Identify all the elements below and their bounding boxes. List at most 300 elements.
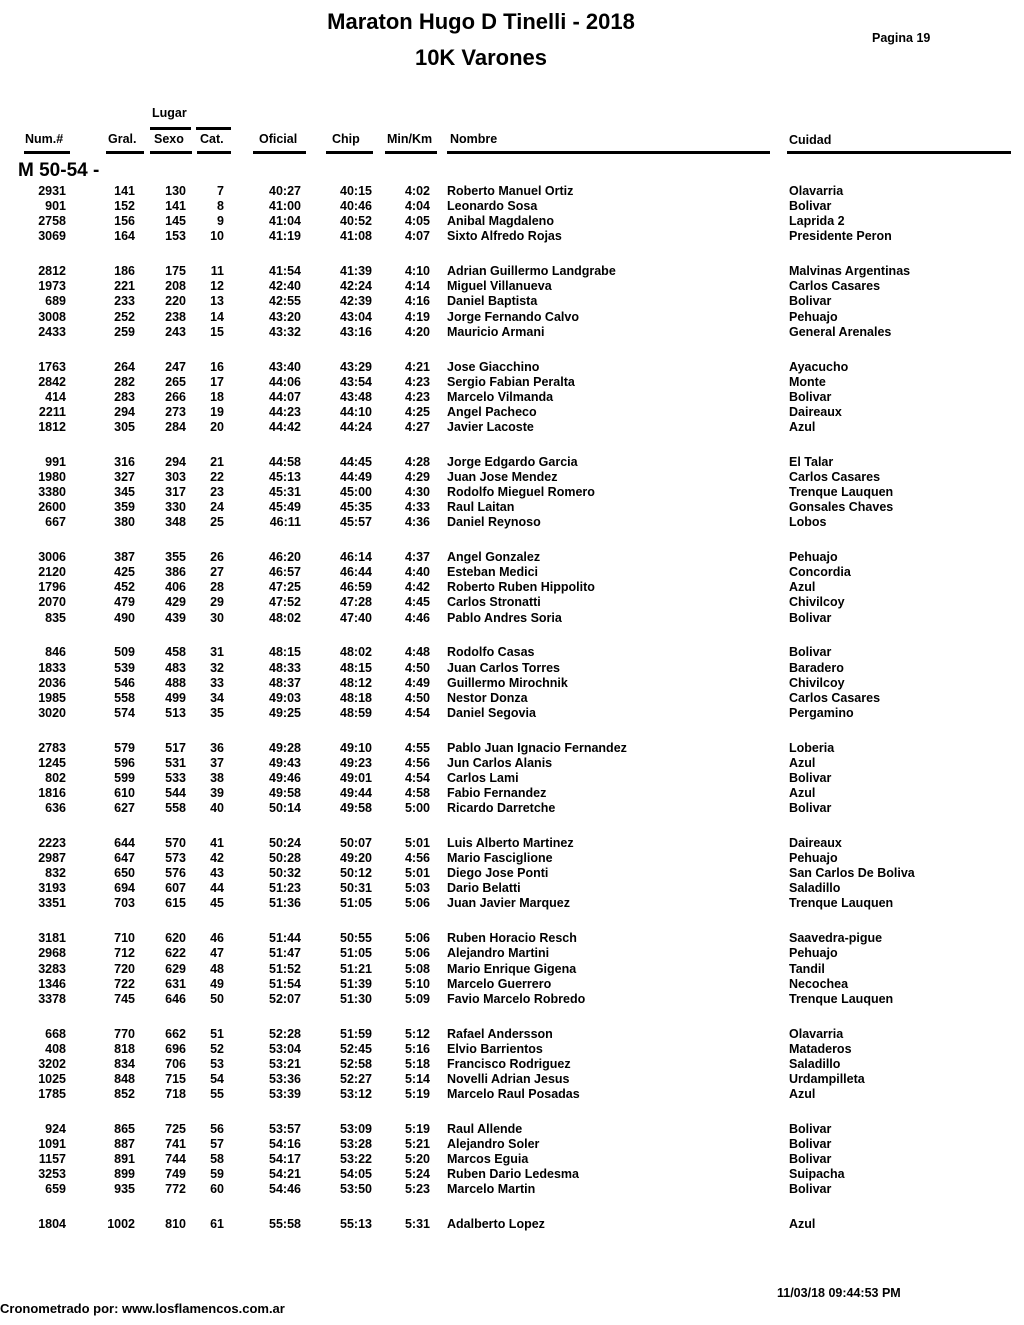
place-gender: 706	[165, 1056, 186, 1071]
runner-city: Bolivar	[789, 610, 832, 625]
place-overall: 650	[114, 866, 135, 881]
official-time: 49:28	[269, 740, 301, 755]
runner-name: Raul Laitan	[447, 500, 515, 515]
pace: 5:00	[404, 801, 430, 816]
runner-name: Pablo Juan Ignacio Fernandez	[447, 740, 627, 755]
place-category: 16	[210, 359, 224, 374]
print-timestamp: 11/03/18 09:44:53 PM	[777, 1286, 901, 1300]
runner-city: Olavarria	[789, 184, 844, 198]
table-row	[0, 992, 1024, 1007]
table-row	[0, 866, 1024, 881]
place-gender: 220	[165, 294, 186, 309]
place-gender: 533	[165, 770, 186, 785]
pace: 4:27	[404, 419, 430, 434]
runner-city: Gonsales Chaves	[789, 500, 894, 515]
runner-city: Saladillo	[789, 1056, 841, 1071]
runner-city: Azul	[789, 755, 816, 770]
place-category: 40	[210, 801, 224, 816]
runner-name: Novelli Adrian Jesus	[447, 1071, 570, 1086]
chip-time: 52:27	[340, 1071, 372, 1086]
official-time: 44:42	[269, 419, 301, 434]
runner-name: Jorge Fernando Calvo	[447, 309, 579, 324]
bib-number: 846	[45, 645, 66, 660]
place-category: 24	[210, 500, 224, 515]
official-time: 50:28	[269, 851, 301, 866]
table-row	[0, 1182, 1024, 1197]
document-subtitle: 10K Varones	[414, 45, 548, 70]
place-gender: 749	[165, 1167, 186, 1182]
place-gender: 406	[165, 580, 186, 595]
bib-number: 1157	[38, 1152, 66, 1167]
official-time: 46:57	[269, 565, 301, 580]
header-rule	[150, 127, 191, 130]
place-overall: 1002	[107, 1217, 135, 1232]
official-time: 54:46	[269, 1182, 301, 1197]
chip-time: 44:49	[340, 469, 372, 484]
runner-city: Bolivar	[789, 389, 832, 404]
place-overall: 490	[114, 610, 135, 625]
place-overall: 294	[114, 404, 135, 419]
header-lugar: Lugar	[152, 106, 187, 120]
bib-number: 832	[45, 866, 66, 881]
pace: 5:10	[404, 976, 430, 991]
place-category: 7	[217, 184, 224, 198]
official-time: 50:24	[269, 836, 301, 850]
runner-name: Angel Pacheco	[447, 404, 537, 419]
official-time: 54:17	[269, 1152, 301, 1167]
runner-city: Azul	[789, 580, 816, 595]
pace: 4:50	[404, 690, 430, 705]
official-time: 51:44	[269, 931, 301, 946]
runner-city: Trenque Lauquen	[789, 896, 894, 911]
official-time: 47:52	[269, 595, 301, 610]
chip-time: 51:21	[340, 961, 372, 976]
place-gender: 483	[165, 660, 186, 675]
table-row	[0, 896, 1024, 911]
pace: 5:19	[404, 1087, 430, 1101]
chip-time: 40:15	[340, 184, 372, 198]
pace: 5:18	[404, 1056, 430, 1071]
runner-name: Francisco Rodriguez	[447, 1056, 571, 1071]
runner-name: Favio Marcelo Robredo	[447, 991, 586, 1006]
runner-name: Alejandro Martini	[447, 946, 550, 961]
runner-city: Chivilcoy	[789, 675, 845, 690]
runner-name: Rodolfo Casas	[447, 645, 535, 660]
place-overall: 596	[114, 755, 135, 770]
pace: 4:14	[404, 279, 430, 294]
bib-number: 3378	[38, 991, 66, 1006]
place-category: 55	[210, 1087, 224, 1101]
place-category: 43	[210, 866, 224, 881]
bib-number: 1091	[38, 1137, 66, 1151]
bib-number: 1245	[38, 755, 66, 770]
runner-city: Daireaux	[789, 404, 842, 419]
place-overall: 164	[114, 229, 135, 244]
table-row	[0, 420, 1024, 435]
place-gender: 718	[165, 1087, 186, 1101]
table-row	[0, 470, 1024, 485]
pace: 4:21	[404, 359, 430, 374]
runner-name: Carlos Stronatti	[447, 595, 541, 610]
place-category: 41	[210, 836, 224, 850]
pace: 4:10	[404, 264, 430, 279]
pace: 4:54	[404, 705, 430, 720]
place-category: 42	[210, 851, 224, 866]
table-row	[0, 836, 1024, 851]
chip-time: 48:59	[340, 705, 372, 720]
pace: 4:48	[404, 645, 430, 660]
official-time: 54:21	[269, 1167, 301, 1182]
bib-number: 3008	[38, 309, 66, 324]
place-gender: 130	[165, 184, 186, 198]
chip-time: 51:05	[340, 946, 372, 961]
official-time: 53:57	[269, 1121, 301, 1136]
official-time: 43:40	[269, 359, 301, 374]
place-gender: 725	[165, 1121, 186, 1136]
place-category: 35	[210, 705, 224, 720]
runner-name: Sergio Fabian Peralta	[447, 374, 575, 389]
place-category: 49	[210, 976, 224, 991]
chip-time: 49:58	[340, 801, 372, 816]
table-row	[0, 595, 1024, 610]
official-time: 54:16	[269, 1137, 301, 1151]
runner-city: Saladillo	[789, 881, 841, 896]
chip-time: 44:10	[340, 404, 372, 419]
table-row	[0, 455, 1024, 470]
bib-number: 1973	[38, 279, 66, 294]
runner-city: Chivilcoy	[789, 595, 845, 610]
pace: 5:24	[404, 1167, 430, 1182]
bib-number: 2070	[38, 595, 66, 610]
header-oficial: Oficial	[259, 132, 298, 146]
document-title: Maraton Hugo D Tinelli - 2018	[327, 9, 635, 34]
runner-name: Daniel Segovia	[447, 705, 536, 720]
place-category: 31	[210, 645, 224, 660]
table-row	[0, 1152, 1024, 1167]
bib-number: 2120	[38, 565, 66, 580]
header-rule	[24, 151, 70, 154]
place-gender: 175	[165, 264, 186, 279]
table-row	[0, 515, 1024, 530]
bib-number: 1346	[38, 976, 66, 991]
place-overall: 252	[114, 309, 135, 324]
pace: 4:56	[404, 851, 430, 866]
place-category: 47	[210, 946, 224, 961]
place-overall: 259	[114, 324, 135, 339]
runner-city: Trenque Lauquen	[789, 485, 894, 499]
place-category: 19	[210, 404, 224, 419]
pace: 4:28	[404, 454, 430, 469]
official-time: 49:46	[269, 770, 301, 785]
chip-time: 42:24	[340, 279, 372, 294]
place-category: 38	[210, 770, 224, 785]
pace: 5:12	[404, 1026, 430, 1041]
pace: 5:21	[404, 1137, 430, 1151]
place-gender: 531	[165, 755, 186, 770]
place-category: 60	[210, 1182, 224, 1197]
runner-city: Daireaux	[789, 836, 842, 850]
official-time: 51:54	[269, 976, 301, 991]
place-gender: 646	[165, 991, 186, 1006]
chip-time: 49:20	[340, 851, 372, 866]
table-row	[0, 1057, 1024, 1072]
bib-number: 3006	[38, 550, 66, 565]
place-gender: 243	[165, 324, 186, 339]
place-overall: 186	[114, 264, 135, 279]
place-overall: 327	[114, 469, 135, 484]
place-gender: 544	[165, 786, 186, 800]
chip-time: 49:10	[340, 740, 372, 755]
runner-city: El Talar	[789, 454, 834, 469]
runner-city: Baradero	[789, 660, 844, 675]
place-overall: 720	[114, 961, 135, 976]
place-overall: 694	[114, 881, 135, 896]
bib-number: 636	[45, 801, 66, 816]
place-category: 58	[210, 1152, 224, 1167]
chip-time: 51:59	[340, 1026, 372, 1041]
place-category: 30	[210, 610, 224, 625]
chip-time: 40:46	[340, 199, 372, 214]
place-overall: 644	[114, 836, 135, 850]
place-category: 50	[210, 991, 224, 1006]
place-category: 9	[217, 214, 224, 229]
official-time: 51:47	[269, 946, 301, 961]
place-category: 53	[210, 1056, 224, 1071]
pace: 5:06	[404, 896, 430, 911]
runner-name: Mario Enrique Gigena	[447, 961, 577, 976]
bib-number: 3351	[38, 896, 66, 911]
table-row	[0, 550, 1024, 565]
chip-time: 49:01	[340, 770, 372, 785]
place-gender: 266	[165, 389, 186, 404]
bib-number: 3283	[38, 961, 66, 976]
runner-name: Adrian Guillermo Landgrabe	[447, 264, 616, 279]
place-category: 28	[210, 580, 224, 595]
chip-time: 48:15	[340, 660, 372, 675]
table-row	[0, 881, 1024, 896]
place-category: 45	[210, 896, 224, 911]
place-overall: 539	[114, 660, 135, 675]
chip-time: 43:04	[340, 309, 372, 324]
table-row	[0, 661, 1024, 676]
place-category: 15	[210, 324, 224, 339]
chip-time: 50:55	[340, 931, 372, 946]
place-category: 17	[210, 374, 224, 389]
runner-city: Bolivar	[789, 1152, 832, 1167]
table-row	[0, 962, 1024, 977]
place-gender: 573	[165, 851, 186, 866]
table-row	[0, 1072, 1024, 1087]
runner-city: Pergamino	[789, 705, 854, 720]
table-row	[0, 325, 1024, 340]
place-gender: 615	[165, 896, 186, 911]
official-time: 53:39	[269, 1087, 301, 1101]
pace: 4:05	[404, 214, 430, 229]
official-time: 55:58	[269, 1217, 301, 1232]
runner-city: Pehuajo	[789, 946, 838, 961]
runner-name: Nestor Donza	[447, 690, 528, 705]
place-overall: 599	[114, 770, 135, 785]
place-overall: 647	[114, 851, 135, 866]
pace: 4:23	[404, 389, 430, 404]
place-gender: 499	[165, 690, 186, 705]
bib-number: 901	[45, 199, 66, 214]
runner-name: Dario Belatti	[447, 881, 521, 896]
official-time: 48:15	[269, 645, 301, 660]
runner-name: Javier Lacoste	[447, 419, 534, 434]
place-gender: 458	[165, 645, 186, 660]
official-time: 51:36	[269, 896, 301, 911]
runner-name: Elvio Barrientos	[447, 1041, 543, 1056]
bib-number: 414	[45, 389, 66, 404]
bib-number: 3020	[38, 705, 66, 720]
place-gender: 303	[165, 469, 186, 484]
table-row	[0, 611, 1024, 626]
place-overall: 610	[114, 786, 135, 800]
page-number: Pagina 19	[872, 31, 931, 45]
bib-number: 2812	[38, 264, 66, 279]
runner-city: Carlos Casares	[789, 690, 881, 705]
table-row	[0, 756, 1024, 771]
runner-city: Pehuajo	[789, 550, 838, 565]
place-category: 56	[210, 1121, 224, 1136]
place-category: 33	[210, 675, 224, 690]
place-overall: 264	[114, 359, 135, 374]
chip-time: 41:08	[340, 229, 372, 244]
chip-time: 47:28	[340, 595, 372, 610]
chip-time: 43:48	[340, 389, 372, 404]
bib-number: 689	[45, 294, 66, 309]
runner-city: Bolivar	[789, 1137, 832, 1151]
official-time: 45:13	[269, 469, 301, 484]
place-gender: 273	[165, 404, 186, 419]
official-time: 48:33	[269, 660, 301, 675]
place-category: 36	[210, 740, 224, 755]
pace: 4:20	[404, 324, 430, 339]
table-row	[0, 405, 1024, 420]
chip-time: 53:50	[340, 1182, 372, 1197]
bib-number: 2600	[38, 500, 66, 515]
place-gender: 772	[165, 1182, 186, 1197]
place-category: 54	[210, 1071, 224, 1086]
runner-name: Pablo Andres Soria	[447, 610, 562, 625]
official-time: 44:23	[269, 404, 301, 419]
official-time: 49:25	[269, 705, 301, 720]
chip-time: 45:00	[340, 485, 372, 499]
pace: 4:50	[404, 660, 430, 675]
bib-number: 1833	[38, 660, 66, 675]
bib-number: 2968	[38, 946, 66, 961]
bib-number: 2842	[38, 374, 66, 389]
runner-name: Anibal Magdaleno	[447, 214, 554, 229]
table-row	[0, 1167, 1024, 1182]
runner-name: Juan Carlos Torres	[447, 660, 561, 675]
table-row	[0, 931, 1024, 946]
runner-name: Daniel Reynoso	[447, 515, 541, 530]
bib-number: 408	[45, 1041, 66, 1056]
bib-number: 2433	[38, 324, 66, 339]
place-overall: 558	[114, 690, 135, 705]
runner-name: Ricardo Darretche	[447, 801, 556, 816]
runner-name: Jorge Edgardo Garcia	[447, 454, 578, 469]
timing-credit: Cronometrado por: www.losflamencos.com.ar	[0, 1301, 285, 1316]
pace: 4:56	[404, 755, 430, 770]
pace: 5:03	[404, 881, 430, 896]
place-overall: 156	[114, 214, 135, 229]
chip-time: 53:28	[340, 1137, 372, 1151]
pace: 4:04	[404, 199, 430, 214]
table-row	[0, 360, 1024, 375]
pace: 4:19	[404, 309, 430, 324]
place-category: 10	[210, 229, 224, 244]
chip-time: 53:22	[340, 1152, 372, 1167]
official-time: 40:27	[269, 184, 301, 198]
official-time: 50:14	[269, 801, 301, 816]
chip-time: 51:39	[340, 976, 372, 991]
place-gender: 294	[165, 454, 186, 469]
runner-name: Rodolfo Mieguel Romero	[447, 485, 595, 499]
bib-number: 659	[45, 1182, 66, 1197]
place-category: 20	[210, 419, 224, 434]
place-category: 57	[210, 1137, 224, 1151]
chip-time: 46:44	[340, 565, 372, 580]
place-overall: 848	[114, 1071, 135, 1086]
place-overall: 305	[114, 419, 135, 434]
bib-number: 2223	[38, 836, 66, 850]
official-time: 46:11	[269, 515, 301, 530]
bib-number: 667	[45, 515, 66, 530]
pace: 4:58	[404, 786, 430, 800]
official-time: 43:32	[269, 324, 301, 339]
runner-name: Ruben Horacio Resch	[447, 931, 577, 946]
chip-time: 54:05	[340, 1167, 372, 1182]
table-row	[0, 676, 1024, 691]
runner-name: Alejandro Soler	[447, 1137, 540, 1151]
chip-time: 47:40	[340, 610, 372, 625]
place-category: 52	[210, 1041, 224, 1056]
place-overall: 509	[114, 645, 135, 660]
bib-number: 1980	[38, 469, 66, 484]
official-time: 45:49	[269, 500, 301, 515]
place-overall: 152	[114, 199, 135, 214]
place-overall: 852	[114, 1087, 135, 1101]
place-gender: 330	[165, 500, 186, 515]
place-category: 8	[217, 199, 224, 214]
place-category: 26	[210, 550, 224, 565]
bib-number: 2758	[38, 214, 66, 229]
place-overall: 818	[114, 1041, 135, 1056]
bib-number: 2987	[38, 851, 66, 866]
table-row	[0, 229, 1024, 244]
chip-time: 50:31	[340, 881, 372, 896]
pace: 4:29	[404, 469, 430, 484]
bib-number: 1796	[38, 580, 66, 595]
runner-name: Jose Giacchino	[447, 359, 540, 374]
place-overall: 745	[114, 991, 135, 1006]
runner-city: Bolivar	[789, 294, 832, 309]
place-gender: 558	[165, 801, 186, 816]
pace: 4:40	[404, 565, 430, 580]
table-row	[0, 1137, 1024, 1152]
runner-city: Azul	[789, 786, 816, 800]
chip-time: 45:57	[340, 515, 372, 530]
pace: 5:19	[404, 1121, 430, 1136]
place-overall: 282	[114, 374, 135, 389]
table-row	[0, 801, 1024, 816]
runner-city: Loberia	[789, 740, 835, 755]
place-gender: 348	[165, 515, 186, 530]
official-time: 41:04	[269, 214, 301, 229]
